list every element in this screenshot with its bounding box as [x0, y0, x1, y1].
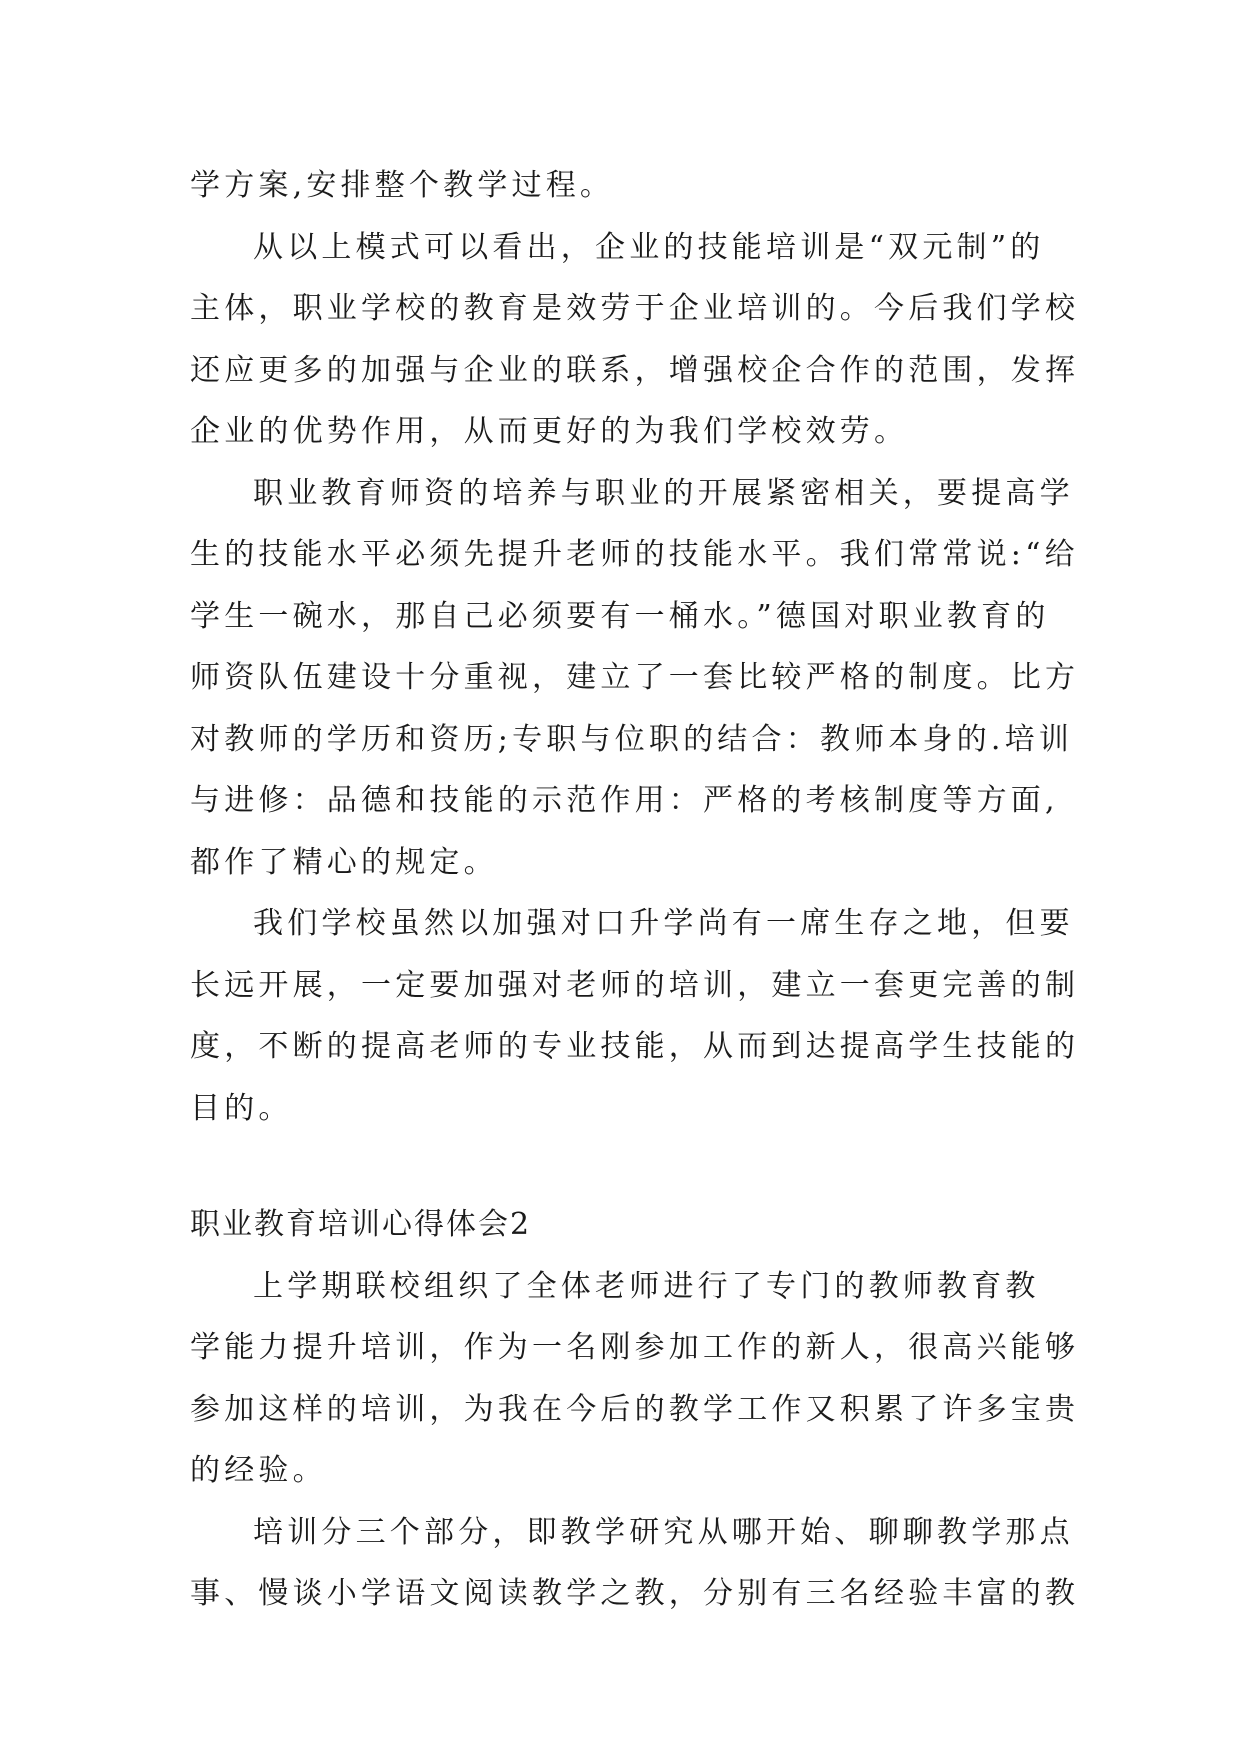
text-line: 学能力提升培训，作为一名刚参加工作的新人，很高兴能够	[190, 1330, 1080, 1365]
paragraph	[190, 893, 1080, 1139]
text-line: 职业教育师资的培养与职业的开展紧密相关，要提高学	[253, 475, 1074, 511]
text-line: 目的。	[190, 1090, 293, 1126]
paragraph	[190, 155, 1060, 217]
document-body	[190, 155, 1080, 1625]
section-spacer	[190, 1139, 1060, 1194]
text-line: 事、慢谈小学语文阅读教学之教，分别有三名经验丰富的教	[190, 1576, 1080, 1611]
text-line: 师资队伍建设十分重视，建立了一套比较严格的制度。比方	[190, 660, 1080, 695]
text-line: 都作了精心的规定。	[190, 844, 498, 880]
text-line: 还应更多的加强与企业的联系，增强校企合作的范围，发挥	[190, 352, 1080, 388]
text-line: 对教师的学历和资历;专职与位职的结合：教师本身的.培训	[190, 721, 1074, 757]
text-line: 上学期联校组织了全体老师进行了专门的教师教育教	[253, 1268, 1040, 1304]
text-line: 学生一碗水，那自己必须要有一桶水。”德国对职业教育的	[190, 598, 1050, 634]
text-line: 与进修：品德和技能的示范作用：严格的考核制度等方面,	[190, 783, 1059, 818]
paragraph	[190, 217, 1080, 463]
text-line: 的经验。	[190, 1453, 327, 1488]
section-heading: 职业教育培训心得体会2	[190, 1207, 532, 1242]
text-line: 培训分三个部分，即教学研究从哪开始、聊聊教学那点	[253, 1514, 1074, 1550]
paragraph	[190, 1256, 1080, 1502]
text-line: 企业的优势作用，从而更好的为我们学校效劳。	[190, 414, 909, 449]
text-line: 长远开展，一定要加强对老师的培训，建立一套更完善的制	[190, 967, 1080, 1003]
text-line: 学方案,安排整个教学过程。	[190, 168, 615, 203]
text-line: 参加这样的培训，为我在今后的教学工作又积累了许多宝贵	[190, 1391, 1080, 1427]
text-line: 度，不断的提高老师的专业技能，从而到达提高学生技能的	[190, 1029, 1080, 1064]
text-line: 从以上模式可以看出，企业的技能培训是“双元制”的	[253, 229, 1045, 265]
text-line: 我们学校虽然以加强对口升学尚有一席生存之地，但要	[253, 906, 1074, 941]
text-line: 主体，职业学校的教育是效劳于企业培训的。今后我们学校	[190, 291, 1080, 326]
paragraph	[190, 463, 1080, 894]
text-line: 生的技能水平必须先提升老师的技能水平。我们常常说:“给	[190, 537, 1079, 572]
paragraph	[190, 1502, 1080, 1625]
